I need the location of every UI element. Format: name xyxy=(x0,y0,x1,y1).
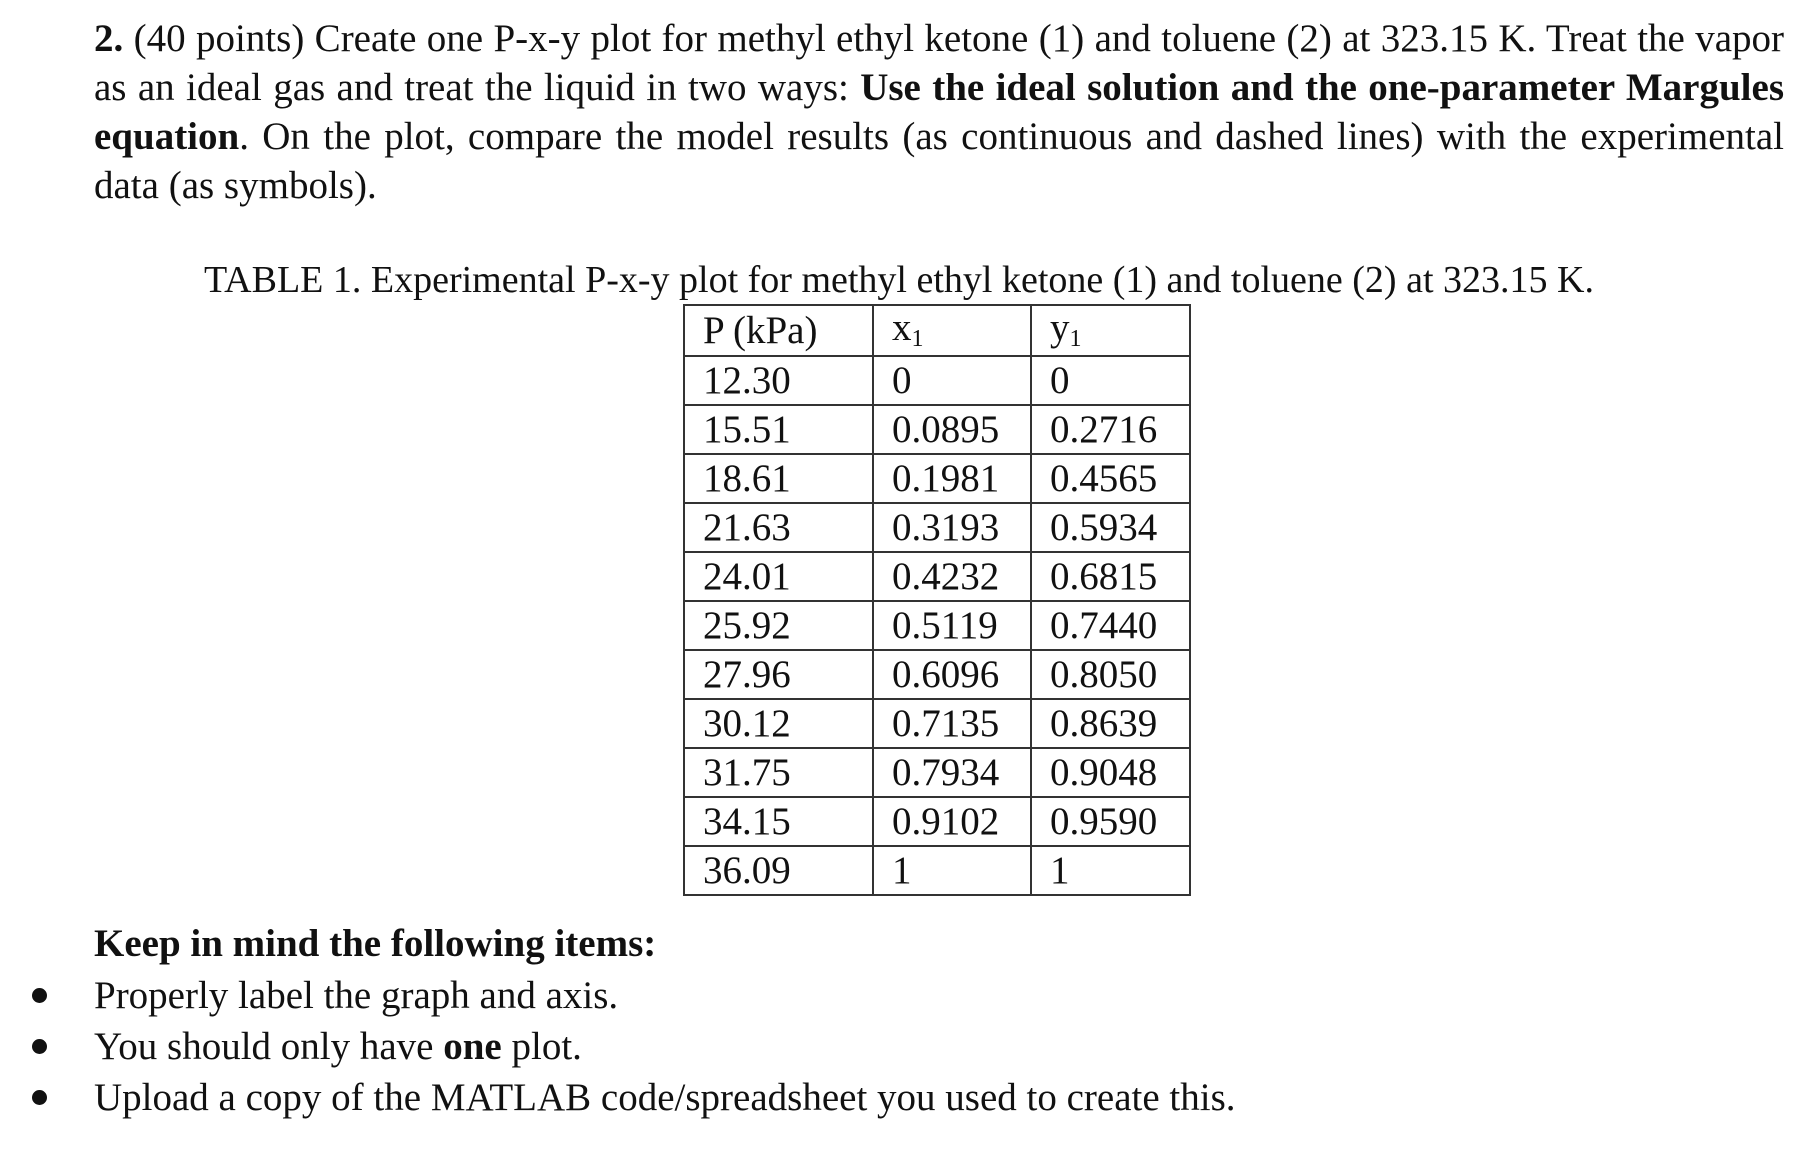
note-upload-code: Upload a copy of the MATLAB code/spreadsheet you used to create this. xyxy=(94,1076,1236,1119)
header-x1-base: x xyxy=(892,306,912,349)
problem-number: 2. xyxy=(94,17,124,60)
cell-y1: 0.8050 xyxy=(1031,650,1190,699)
cell-y1: 0.5934 xyxy=(1031,503,1190,552)
cell-x1: 0.9102 xyxy=(873,797,1031,846)
cell-y1: 0.9590 xyxy=(1031,797,1190,846)
cell-y1: 0.9048 xyxy=(1031,748,1190,797)
cell-pressure: 21.63 xyxy=(684,503,873,552)
experimental-data-table xyxy=(683,304,1191,896)
cell-pressure: 36.09 xyxy=(684,846,873,895)
cell-x1: 0.3193 xyxy=(873,503,1031,552)
note-one-plot-post: plot. xyxy=(501,1025,582,1068)
bullet-icon xyxy=(32,1039,47,1054)
problem-text-part2: . On the plot, compare the model results (as continuous and dashed lines) with the experimental data (as symbols). xyxy=(94,115,1784,207)
table-row xyxy=(684,552,1190,601)
table-row xyxy=(684,356,1190,405)
header-y1-base: y xyxy=(1050,306,1070,349)
cell-pressure: 24.01 xyxy=(684,552,873,601)
cell-x1: 0.7934 xyxy=(873,748,1031,797)
list-item xyxy=(0,1021,1236,1072)
cell-y1: 0.8639 xyxy=(1031,699,1190,748)
table-row xyxy=(684,601,1190,650)
cell-x1: 0.7135 xyxy=(873,699,1031,748)
bullet-icon xyxy=(32,988,47,1003)
cell-y1: 0.7440 xyxy=(1031,601,1190,650)
note-one-plot-bold: one xyxy=(443,1025,502,1068)
cell-x1: 0.0895 xyxy=(873,405,1031,454)
list-item xyxy=(0,1072,1236,1123)
header-x1-subscript: 1 xyxy=(911,326,924,352)
table-row xyxy=(684,454,1190,503)
cell-pressure: 25.92 xyxy=(684,601,873,650)
table-row xyxy=(684,405,1190,454)
bullet-icon xyxy=(32,1090,47,1105)
cell-x1: 1 xyxy=(873,846,1031,895)
cell-pressure: 27.96 xyxy=(684,650,873,699)
cell-pressure: 34.15 xyxy=(684,797,873,846)
notes-heading: Keep in mind the following items: xyxy=(94,922,657,965)
table-header-row xyxy=(684,305,1190,356)
cell-pressure: 15.51 xyxy=(684,405,873,454)
cell-y1: 0 xyxy=(1031,356,1190,405)
problem-text-part1: (40 points) Create one P-x-y plot for methyl ethyl ketone (1) and toluene (2) at 323.15 K. Treat the vapor as an ideal gas and treat the liquid in two ways: xyxy=(94,17,1784,109)
cell-x1: 0.5119 xyxy=(873,601,1031,650)
cell-x1: 0.6096 xyxy=(873,650,1031,699)
note-label-graph: Properly label the graph and axis. xyxy=(94,974,619,1017)
header-y1-subscript: 1 xyxy=(1069,326,1082,352)
table-row xyxy=(684,797,1190,846)
table-caption: TABLE 1. Experimental P-x-y plot for methyl ethyl ketone (1) and toluene (2) at 323.15 K. xyxy=(204,259,1594,301)
cell-pressure: 30.12 xyxy=(684,699,873,748)
note-one-plot-pre: You should only have xyxy=(94,1025,444,1068)
header-x1 xyxy=(873,305,1031,356)
cell-pressure: 12.30 xyxy=(684,356,873,405)
cell-y1: 0.4565 xyxy=(1031,454,1190,503)
table-row xyxy=(684,650,1190,699)
cell-y1: 0.6815 xyxy=(1031,552,1190,601)
problem-statement xyxy=(94,14,1784,210)
list-item xyxy=(0,970,1236,1021)
header-pressure: P (kPa) xyxy=(684,305,873,356)
cell-y1: 1 xyxy=(1031,846,1190,895)
table-row xyxy=(684,846,1190,895)
cell-x1: 0.4232 xyxy=(873,552,1031,601)
cell-x1: 0.1981 xyxy=(873,454,1031,503)
cell-x1: 0 xyxy=(873,356,1031,405)
cell-pressure: 18.61 xyxy=(684,454,873,503)
header-y1 xyxy=(1031,305,1190,356)
table-row xyxy=(684,503,1190,552)
table-row xyxy=(684,699,1190,748)
problem-text-bold: Use the ideal solution and the one-parameter Margules equation xyxy=(94,66,1784,158)
cell-y1: 0.2716 xyxy=(1031,405,1190,454)
table-row xyxy=(684,748,1190,797)
notes-list xyxy=(0,970,1236,1123)
cell-pressure: 31.75 xyxy=(684,748,873,797)
